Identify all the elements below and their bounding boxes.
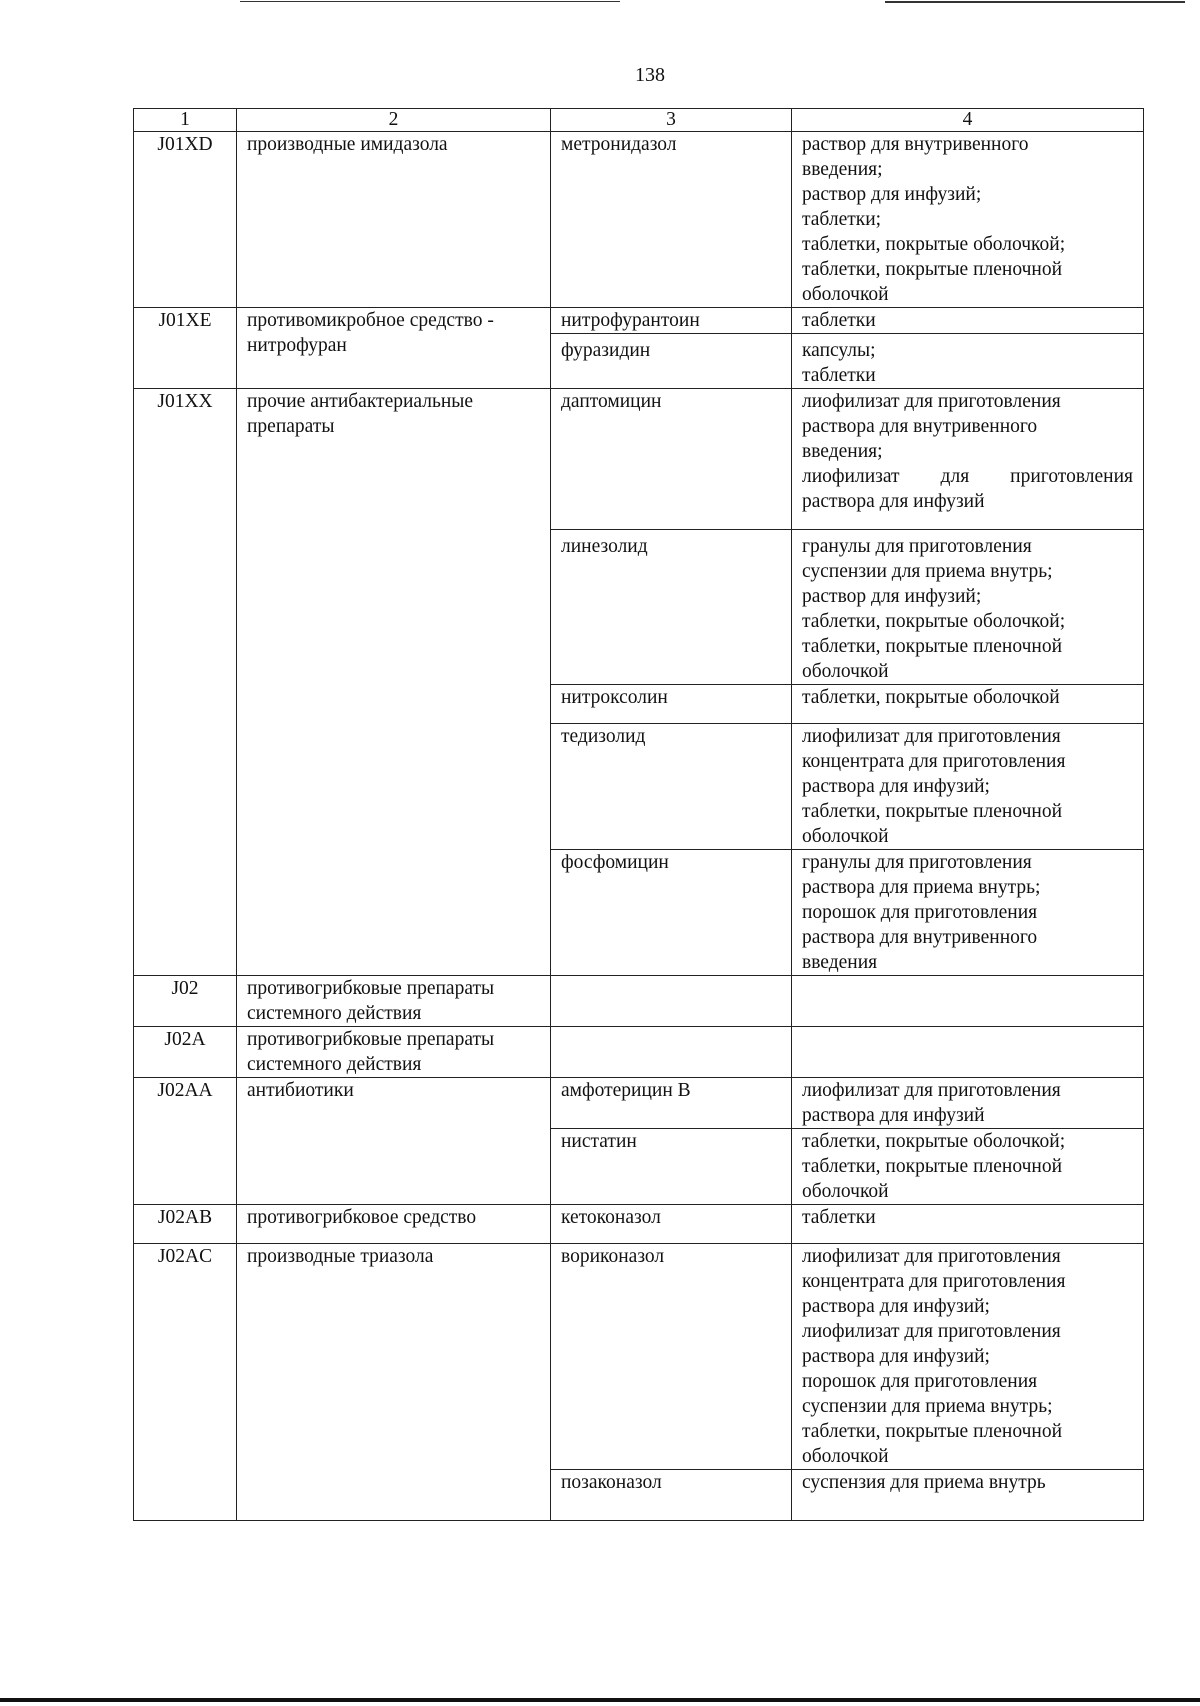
column-header-3: 3 — [551, 109, 792, 132]
atc-code-cell: J02AA — [134, 1078, 237, 1205]
table-row — [134, 1078, 1144, 1129]
group-name-cell: противогрибковое средство — [237, 1205, 551, 1244]
drug-name-cell: нитроксолин — [551, 685, 792, 724]
drug-name-cell: нистатин — [551, 1129, 792, 1205]
group-name-cell: противомикробное средство - нитрофуран — [237, 308, 551, 389]
atc-code-cell: J02AC — [134, 1244, 237, 1521]
drug-name-cell: вориконазол — [551, 1244, 792, 1470]
dosage-forms-cell: лиофилизат для приготовления концентрата для приготовления раствора для инфузий; лиофилизат для приготовления раствора для инфузий; порошок для приготовления суспензии для приема внутрь; таблетки, покрытые пленочной оболочкой — [792, 1244, 1144, 1470]
table-row — [134, 1205, 1144, 1244]
column-header-2: 2 — [237, 109, 551, 132]
dosage-forms-cell: лиофилизат для приготовления раствора для инфузий — [792, 1078, 1144, 1129]
group-name-cell: производные триазола — [237, 1244, 551, 1521]
table-row — [134, 308, 1144, 334]
group-name-cell: производные имидазола — [237, 132, 551, 308]
table-row — [134, 1244, 1144, 1470]
table-row — [134, 132, 1144, 308]
table-row — [134, 389, 1144, 530]
drug-name-cell-empty — [551, 1027, 792, 1078]
dosage-forms-cell: таблетки — [792, 1205, 1144, 1244]
drug-name-cell: кетоконазол — [551, 1205, 792, 1244]
table-header-row — [134, 109, 1144, 132]
scan-artifact-bottom-rule — [0, 1698, 1200, 1702]
dosage-forms-cell: гранулы для приготовления раствора для приема внутрь; порошок для приготовления раствора для внутривенного введения — [792, 850, 1144, 976]
dosage-forms-cell: лиофилизат для приготовления раствора для внутривенного введения; лиофилизат для приготовления раствора для инфузий — [792, 389, 1144, 530]
page-number: 138 — [635, 64, 665, 86]
table-row — [134, 976, 1144, 1027]
medicines-table — [133, 108, 1144, 1521]
dosage-forms-cell: таблетки, покрытые оболочкой — [792, 685, 1144, 724]
drug-name-cell: метронидазол — [551, 132, 792, 308]
table-row — [134, 1027, 1144, 1078]
drug-name-cell: фуразидин — [551, 334, 792, 389]
drug-name-cell: амфотерицин В — [551, 1078, 792, 1129]
group-name-cell: прочие антибактериальные препараты — [237, 389, 551, 976]
dosage-forms-cell: таблетки — [792, 308, 1144, 334]
atc-code-cell: J01XD — [134, 132, 237, 308]
drug-name-cell: тедизолид — [551, 724, 792, 850]
drug-name-cell: позаконазол — [551, 1470, 792, 1521]
column-header-4: 4 — [792, 109, 1144, 132]
drug-name-cell: линезолид — [551, 530, 792, 685]
dosage-forms-cell: суспензия для приема внутрь — [792, 1470, 1144, 1521]
dosage-forms-cell: раствор для внутривенного введения; раствор для инфузий; таблетки; таблетки, покрытые оболочкой; таблетки, покрытые пленочной оболочкой — [792, 132, 1144, 308]
drug-name-cell: даптомицин — [551, 389, 792, 530]
group-name-cell: противогрибковые препараты системного действия — [237, 976, 551, 1027]
drug-name-cell: фосфомицин — [551, 850, 792, 976]
atc-code-cell: J01XE — [134, 308, 237, 389]
atc-code-cell: J02 — [134, 976, 237, 1027]
drug-name-cell: нитрофурантоин — [551, 308, 792, 334]
dosage-forms-cell: гранулы для приготовления суспензии для приема внутрь; раствор для инфузий; таблетки, покрытые оболочкой; таблетки, покрытые пленочной оболочкой — [792, 530, 1144, 685]
atc-code-cell: J01XX — [134, 389, 237, 976]
scan-artifact-top-left — [240, 1, 620, 2]
dosage-forms-cell: таблетки, покрытые оболочкой; таблетки, покрытые пленочной оболочкой — [792, 1129, 1144, 1205]
scan-artifact-top-right — [885, 1, 1185, 3]
atc-code-cell: J02AB — [134, 1205, 237, 1244]
group-name-cell: противогрибковые препараты системного действия — [237, 1027, 551, 1078]
group-name-cell: антибиотики — [237, 1078, 551, 1205]
dosage-forms-cell: лиофилизат для приготовления концентрата для приготовления раствора для инфузий; таблетки, покрытые пленочной оболочкой — [792, 724, 1144, 850]
column-header-1: 1 — [134, 109, 237, 132]
dosage-forms-cell-empty — [792, 976, 1144, 1027]
dosage-forms-cell-empty — [792, 1027, 1144, 1078]
drug-name-cell-empty — [551, 976, 792, 1027]
atc-code-cell: J02A — [134, 1027, 237, 1078]
dosage-forms-cell: капсулы; таблетки — [792, 334, 1144, 389]
